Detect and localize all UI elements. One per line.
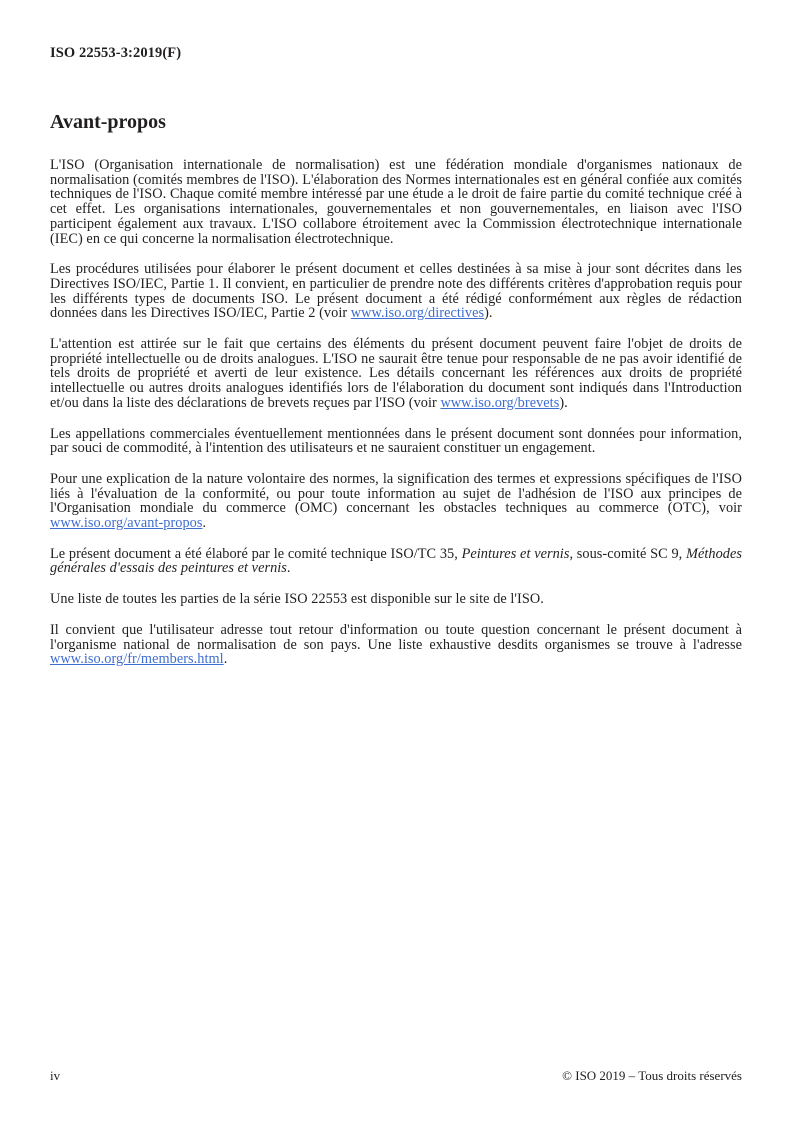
body-text: Les procédures utilisées pour élaborer le présent document et celles destinées à sa mise à jour sont décrites dans les Directives ISO/IEC, Partie 1. Il convient, en particulier de prendre note des différents critères d'approbation requis pour les différents types de documents ISO. Le présent document a été rédigé conformément aux règles de rédaction données dans les Directives ISO/IEC, Partie 2 (voir [50, 261, 742, 322]
paragraph [50, 262, 742, 321]
italic-text: Méthodes générales d'essais des peintures et vernis [50, 545, 743, 577]
body-text: , sous-comité SC 9, [569, 545, 687, 562]
hyperlink[interactable]: www.iso.org/fr/members.html [50, 651, 224, 668]
document-reference: ISO 22553-3:2019(F) [50, 45, 182, 61]
paragraph [50, 427, 742, 456]
paragraph [50, 158, 742, 246]
body-text: Une liste de toutes les parties de la série ISO 22553 est disponible sur le site de l'ISO. [50, 591, 544, 608]
body-text: Il convient que l'utilisateur adresse tout retour d'information ou toute question concernant le présent document à l'organisme national de normalisation de son pays. Une liste exhaustive desdits organismes se trouve à l'adresse [50, 621, 742, 653]
body-text: L'ISO (Organisation internationale de normalisation) est une fédération mondiale d'organismes nationaux de normalisation (comités membres de l'ISO). L'élaboration des Normes internationales est en général confiée aux comités techniques de l'ISO. Chaque comité membre intéressé par une étude a le droit de faire partie du comité technique créé à cet effet. Les organisations internationales, gouvernementales et non gouvernementales, en liaison avec l'ISO participent également aux travaux. L'ISO collabore étroitement avec la Commission électrotechnique internationale (IEC) en ce qui concerne la normalisation électrotechnique. [50, 157, 742, 247]
body-text: . [286, 560, 291, 577]
page-footer [50, 1068, 742, 1084]
paragraph [50, 472, 742, 531]
copyright-notice: © ISO 2019 – Tous droits réservés [562, 1068, 742, 1083]
body-text: Le présent document a été élaboré par le comité technique ISO/TC 35, [50, 545, 462, 562]
page-content [50, 0, 742, 667]
paragraph [50, 623, 742, 667]
body-text: L'attention est attirée sur le fait que certains des éléments du présent document peuvent faire l'objet de droits de propriété intellectuelle ou de droits analogues. L'ISO ne saurait être tenue pour responsable de ne pas avoir identifié de tels droits de propriété et averti de leur existence. Les détails concernant les références aux droits de propriété intellectuelle ou autres droits analogues identifiés lors de l'élaboration du document sont indiqués dans l'Introduction et/ou dans la liste des déclarations de brevets reçues par l'ISO (voir [50, 336, 742, 411]
hyperlink[interactable]: www.iso.org/brevets [440, 394, 560, 411]
page-number: iv [50, 1068, 61, 1083]
hyperlink[interactable]: www.iso.org/directives [350, 305, 485, 322]
body-text: ). [559, 394, 568, 411]
body-text: . [223, 651, 228, 668]
section-title: Avant-propos [50, 111, 166, 133]
body-text: Les appellations commerciales éventuellement mentionnées dans le présent document sont données pour information, par souci de commodité, à l'intention des utilisateurs et ne sauraient constituer un engagement. [50, 425, 742, 457]
paragraph [50, 592, 742, 607]
italic-text: Peintures et vernis [461, 545, 570, 562]
body-text: ). [484, 305, 493, 322]
hyperlink[interactable]: www.iso.org/avant-propos [50, 515, 203, 532]
paragraph [50, 337, 742, 411]
body-text: . [202, 515, 207, 532]
foreword-paragraphs [50, 158, 742, 667]
paragraph [50, 547, 742, 576]
body-text: Pour une explication de la nature volontaire des normes, la signification des termes et expressions spécifiques de l'ISO liés à l'évaluation de la conformité, ou pour toute information au sujet de l'adhésion de l'ISO aux principes de l'Organisation mondiale du commerce (OMC) concernant les obstacles techniques au commerce (OTC), voir [50, 470, 742, 517]
